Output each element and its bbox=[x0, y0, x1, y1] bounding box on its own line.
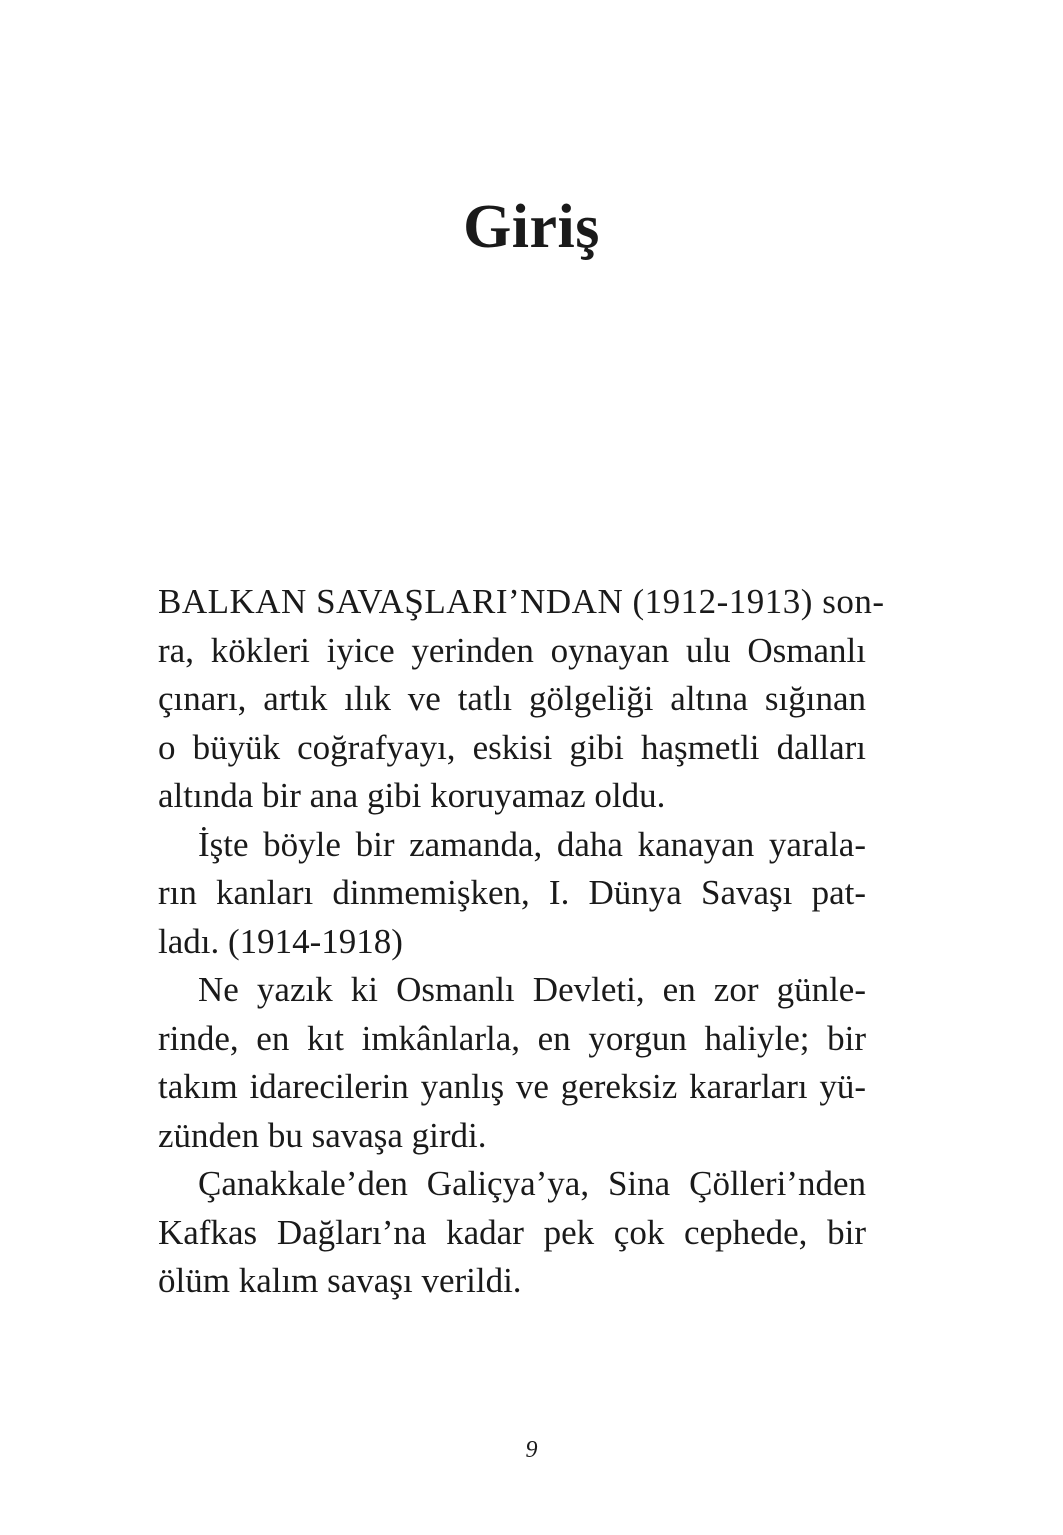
text-line: İşte böyle bir zamanda, daha kanayan yarala- bbox=[198, 824, 866, 864]
text-line: BALKAN SAVAŞLARI’NDAN (1912-1913) son- bbox=[158, 582, 885, 621]
paragraph-2 bbox=[158, 821, 866, 967]
text-line: Çanakkale’den Galiçya’ya, Sina Çölleri’nden bbox=[198, 1164, 866, 1203]
text-line: zünden bu savaşa girdi. bbox=[158, 1115, 487, 1155]
paragraph-3 bbox=[158, 966, 866, 1160]
text-line: çınarı, artık ılık ve tatlı gölgeliği altına sığınan bbox=[158, 679, 866, 718]
text-line: o büyük coğrafyayı, eskisi gibi haşmetli dalları bbox=[158, 727, 866, 767]
chapter-body bbox=[158, 578, 885, 1306]
text-line: altında bir ana gibi koruyamaz oldu. bbox=[158, 776, 666, 815]
text-line: rinde, en kıt imkânlarla, en yorgun haliyle; bir bbox=[158, 1018, 866, 1058]
page-number: 9 bbox=[525, 1437, 538, 1463]
text-line: Ne yazık ki Osmanlı Devleti, en zor günle- bbox=[198, 970, 866, 1009]
text-line: Kafkas Dağları’na kadar pek çok cephede, bir bbox=[158, 1212, 866, 1252]
text-line: ölüm kalım savaşı verildi. bbox=[158, 1261, 522, 1300]
text-line: ladı. (1914-1918) bbox=[158, 921, 403, 961]
paragraph-1 bbox=[158, 578, 885, 821]
text-line: takım idarecilerin yanlış ve gereksiz kararları yü- bbox=[158, 1067, 866, 1106]
text-line: rın kanları dinmemişken, I. Dünya Savaşı pat- bbox=[158, 873, 866, 912]
paragraph-4 bbox=[158, 1160, 866, 1306]
chapter-title: Giriş bbox=[463, 193, 600, 261]
text-line: ra, kökleri iyice yerinden oynayan ulu Osmanlı bbox=[158, 630, 866, 670]
